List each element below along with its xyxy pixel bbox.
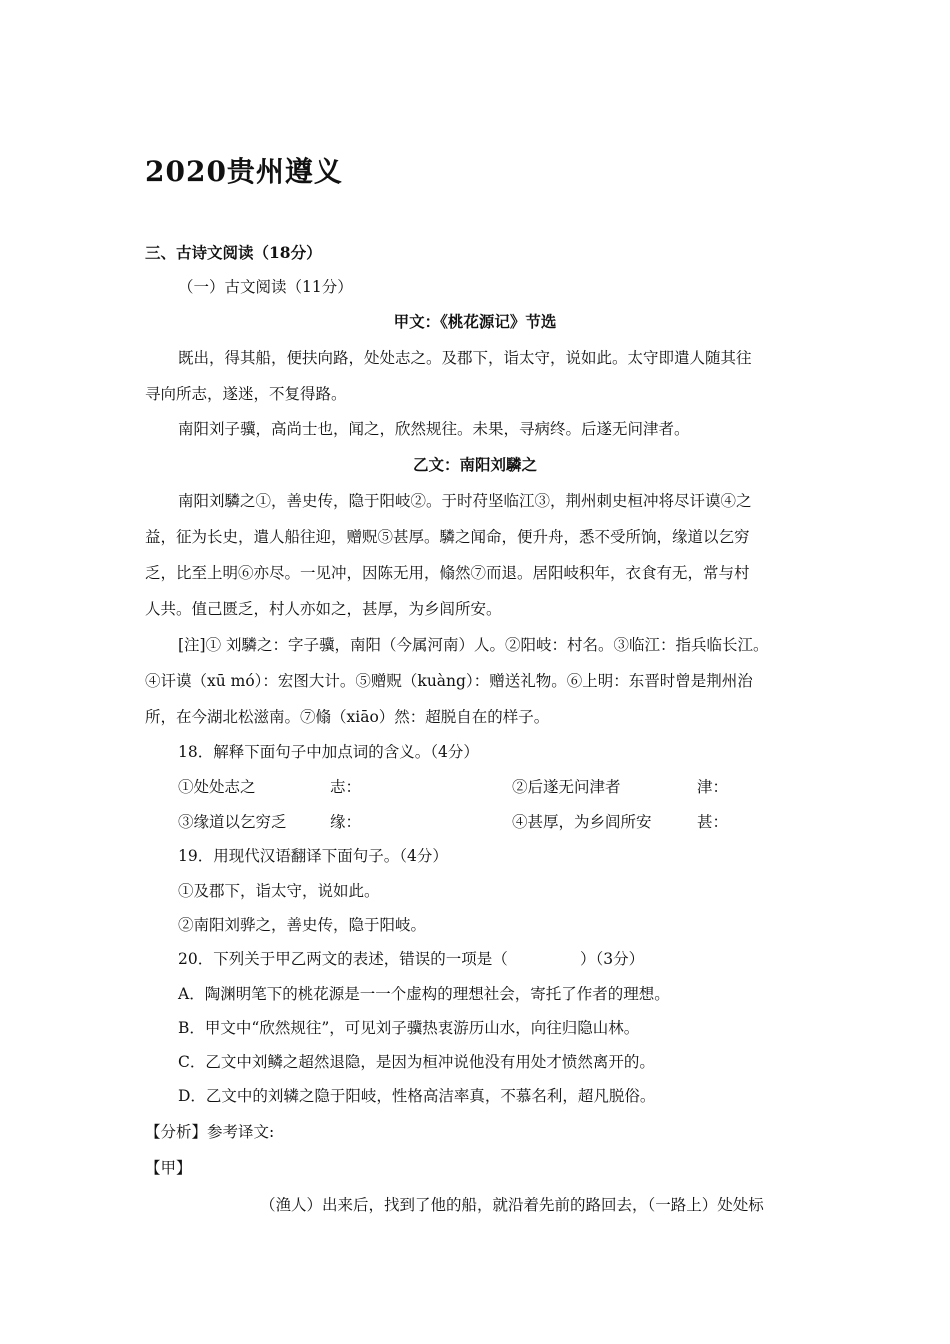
document-title: 2020贵州遵义 [145, 155, 343, 188]
passage-a-line: 南阳刘子骥，高尚士也，闻之，欣然规往。未果，寻病终。后遂无问津者。 [178, 420, 690, 438]
q18-item-word: 缘： [330, 813, 362, 831]
translation-line: （渔人）出来后，找到了他的船，就沿着先前的路回去，（一路上）处处标 [260, 1196, 764, 1214]
q18-item-word: 志： [330, 778, 362, 796]
q20-option: C．乙文中刘鳞之超然退隐，是因为桓冲说他没有用处才愤然离开的。 [178, 1053, 655, 1071]
passage-a-line: 既出，得其船，便扶向路，处处志之。及郡下，诣太守，说如此。太守即遣人随其往 [178, 349, 752, 367]
q20-option: D．乙文中的刘辚之隐于阳岐，性格高洁率真，不慕名利，超凡脱俗。 [178, 1087, 656, 1105]
passage-a-line: 寻向所志，遂迷，不复得路。 [145, 385, 347, 403]
q18-item-sentence: ②后遂无问津者 [512, 778, 621, 796]
note-line: 所，在今湖北松滋南。⑦翛（xiāo）然：超脱自在的样子。 [145, 708, 550, 726]
question-19-prompt: 19．用现代汉语翻译下面句子。（4分） [178, 847, 448, 865]
passage-b-line: 人共。值己匮乏，村人亦如之，甚厚，为乡闾所安。 [145, 600, 502, 618]
q20-option: B．甲文中“欣然规往”，可见刘子骥热衷游历山水，向往归隐山林。 [178, 1019, 640, 1037]
analysis-label: 【分析】参考译文: [145, 1123, 275, 1141]
note-line: [注]① 刘驎之：字子骥，南阳（今属河南）人。②阳岐：村名。③临江：指兵临长江。 [178, 636, 769, 654]
jia-label: 【甲】 [145, 1159, 192, 1177]
subsection-heading: （一）古文阅读（11分） [178, 278, 353, 296]
q18-item-sentence: ①处处志之 [178, 778, 256, 796]
passage-b-line: 乏，比至上明⑥亦尽。一见冲，因陈无用，翛然⑦而退。居阳岐积年，衣食有无，常与村 [145, 564, 750, 582]
note-line: ④讦谟（xū mó）：宏图大计。⑤赠贶（kuàng）：赠送礼物。⑥上明：东晋时曾是荆州治 [145, 672, 753, 690]
q19-item: ①及郡下，诣太守，说如此。 [178, 882, 380, 900]
passage-b-heading: 乙文：南阳刘驎之 [412, 455, 537, 474]
section-heading: 三、古诗文阅读（18分） [145, 243, 322, 262]
q18-item-sentence: ④甚厚，为乡闾所安 [512, 813, 652, 831]
q18-item-sentence: ③缘道以乞穷乏 [178, 813, 287, 831]
passage-b-line: 南阳刘驎之①，善史传，隐于阳岐②。于时苻坚临江③，荆州刺史桓冲将尽讦谟④之 [178, 492, 752, 510]
passage-b-line: 益，征为长史，遣人船往迎，赠贶⑤甚厚。驎之闻命，便升舟，悉不受所饷，缘道以乞穷 [145, 528, 750, 546]
question-20-prompt-end: ）（3分） [580, 950, 645, 968]
q18-item-word: 甚： [697, 813, 729, 831]
q19-item: ②南阳刘骅之，善史传，隐于阳岐。 [178, 916, 427, 934]
passage-a-heading: 甲文：《桃花源记》节选 [393, 312, 557, 331]
q20-option: A．陶渊明笔下的桃花源是一一个虚构的理想社会，寄托了作者的理想。 [178, 985, 670, 1003]
question-18-prompt: 18．解释下面句子中加点词的含义。（4分） [178, 743, 479, 761]
question-20-prompt: 20．下列关于甲乙两文的表述，错误的一项是（ [178, 950, 508, 968]
q18-item-word: 津： [697, 778, 729, 796]
